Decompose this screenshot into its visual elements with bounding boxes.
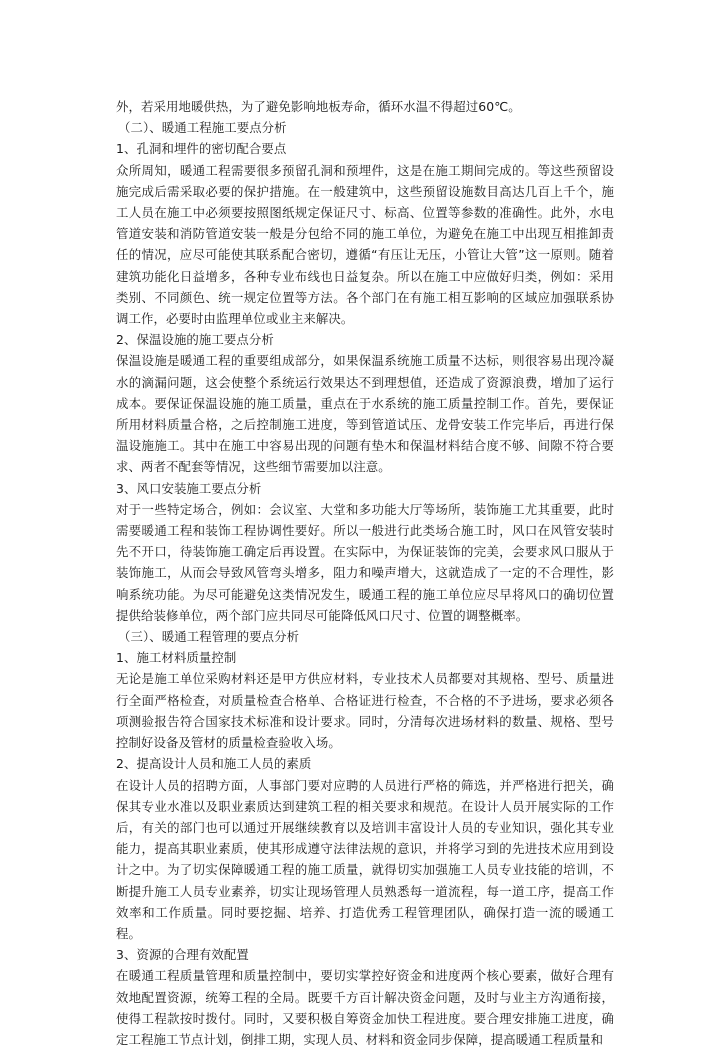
paragraph-continuation: 外，若采用地暖供热，为了避免影响地板寿命，循环水温不得超过60℃。	[116, 99, 521, 114]
paragraph-2-2: 保温设施是暖通工程的重要组成部分，如果保温系统施工质量不达标，则很容易出现冷凝水的滴漏问题，这会使整个系统运行效果达不到理想值，还造成了资源浪费，增加了运行成本。要保证保温设施的施工质量，重点在于水系统的施工质量控制工作。首先，要保证所用材料质量合格，之后控制施工进度，等到管道试压、龙骨安装工作完毕后，再进行保温设施施工。其中在施工中容易出现的问题有垫木和保温材料结合度不够、间隙不符合要求、两者不配套等情况，这些细节需要加以注意。	[116, 353, 614, 475]
paragraph-3-1: 无论是施工单位采购材料还是甲方供应材料，专业技术人员都要对其规格、型号、质量进行全面严格检查，对质量检查合格单、合格证进行检查，不合格的不予进场，要求必须各项测验报告符合国家技术标准和设计要求。同时，分清每次进场材料的数量、规格、型号控制好设备及管材的质量检查验收入场。	[116, 671, 614, 751]
section-heading-2: （二）、暖通工程施工要点分析	[118, 120, 287, 136]
subheading-2-1: 1、孔洞和埋件的密切配合要点	[116, 141, 287, 157]
paragraph-3-3: 在暖通工程质量管理和质量控制中，要切实掌控好资金和进度两个核心要素，做好合理有效地配置资源，统筹工程的全局。既要千方百计解决资金问题，及时与业主方沟通衔接，使得工程款按时拨付。同时，又要积极自筹资金加快工程进度。要合理安排施工进度，确定工程施工节点计划，倒排工期，实现人员、材料和资金同步保障，提高暖通工程质量和	[116, 968, 614, 1047]
paragraph-2-3: 对于一些特定场合，例如：会议室、大堂和多功能大厅等场所，装饰施工尤其重要，此时需要暖通工程和装饰工程协调性要好。所以一般进行此类场合施工时，风口在风管安装时先不开口，待装饰施工确定后再设置。在实际中，为保证装饰的完美，会要求风口服从于装饰施工，从而会导致风管弯头增多，阻力和噪声增大，这就造成了一定的不合理性，影响系统功能。为尽可能避免这类情况发生，暖通工程的施工单位应尽早将风口的确切位置提供给装修单位，两个部门应共同尽可能降低风口尺寸、位置的调整概率。	[116, 501, 614, 623]
subheading-3-3: 3、资源的合理有效配置	[116, 947, 249, 963]
subheading-3-2: 2、提高设计人员和施工人员的素质	[116, 756, 312, 772]
subheading-2-3: 3、风口安装施工要点分析	[116, 480, 262, 496]
paragraph-2-1: 众所周知，暖通工程需要很多预留孔洞和预埋件，这是在施工期间完成的。等这些预留设施完成后需采取必要的保护措施。在一般建筑中，这些预留设施数目高达几百上千个，施工人员在施工中必须要按照图纸规定保证尺寸、标高、位置等参数的准确性。此外，水电管道安装和消防管道安装一般是分包给不同的施工单位，为避免在施工中出现互相推卸责任的情况，应尽可能使其联系配合密切，遵循“有压让无压，小管让大管”这一原则。随着建筑功能化日益增多，各种专业布线也日益复杂。所以在施工中应做好归类，例如：采用类别、不同颜色、统一规定位置等方法。各个部门在有施工相互影响的区域应加强联系协调工作，必要时由监理单位或业主来解决。	[116, 162, 614, 327]
section-heading-3: （三）、暖通工程管理的要点分析	[118, 629, 300, 645]
subheading-2-2: 2、保温设施的施工要点分析	[116, 332, 274, 348]
paragraph-3-2: 在设计人员的招聘方面，人事部门要对应聘的人员进行严格的筛选，并严格进行把关，确保其专业水准以及职业素质达到建筑工程的相关要求和规范。在设计人员开展实际的工作后，有关的部门也可以通过开展继续教育以及培训丰富设计人员的专业知识，强化其专业能力，提高其职业素质，使其形成遵守法律法规的意识，并将学习到的先进技术应用到设计之中。为了切实保障暖通工程的施工质量，就得切实加强施工人员专业技能的培训，不断提升施工人员专业素养，切实让现场管理人员熟悉每一道流程，每一道工序，提高工作效率和工作质量。同时要挖掘、培养、打造优秀工程管理团队，确保打造一流的暖通工程。	[116, 777, 614, 941]
document-page	[110, 96, 614, 1050]
subheading-3-1: 1、施工材料质量控制	[116, 650, 237, 666]
